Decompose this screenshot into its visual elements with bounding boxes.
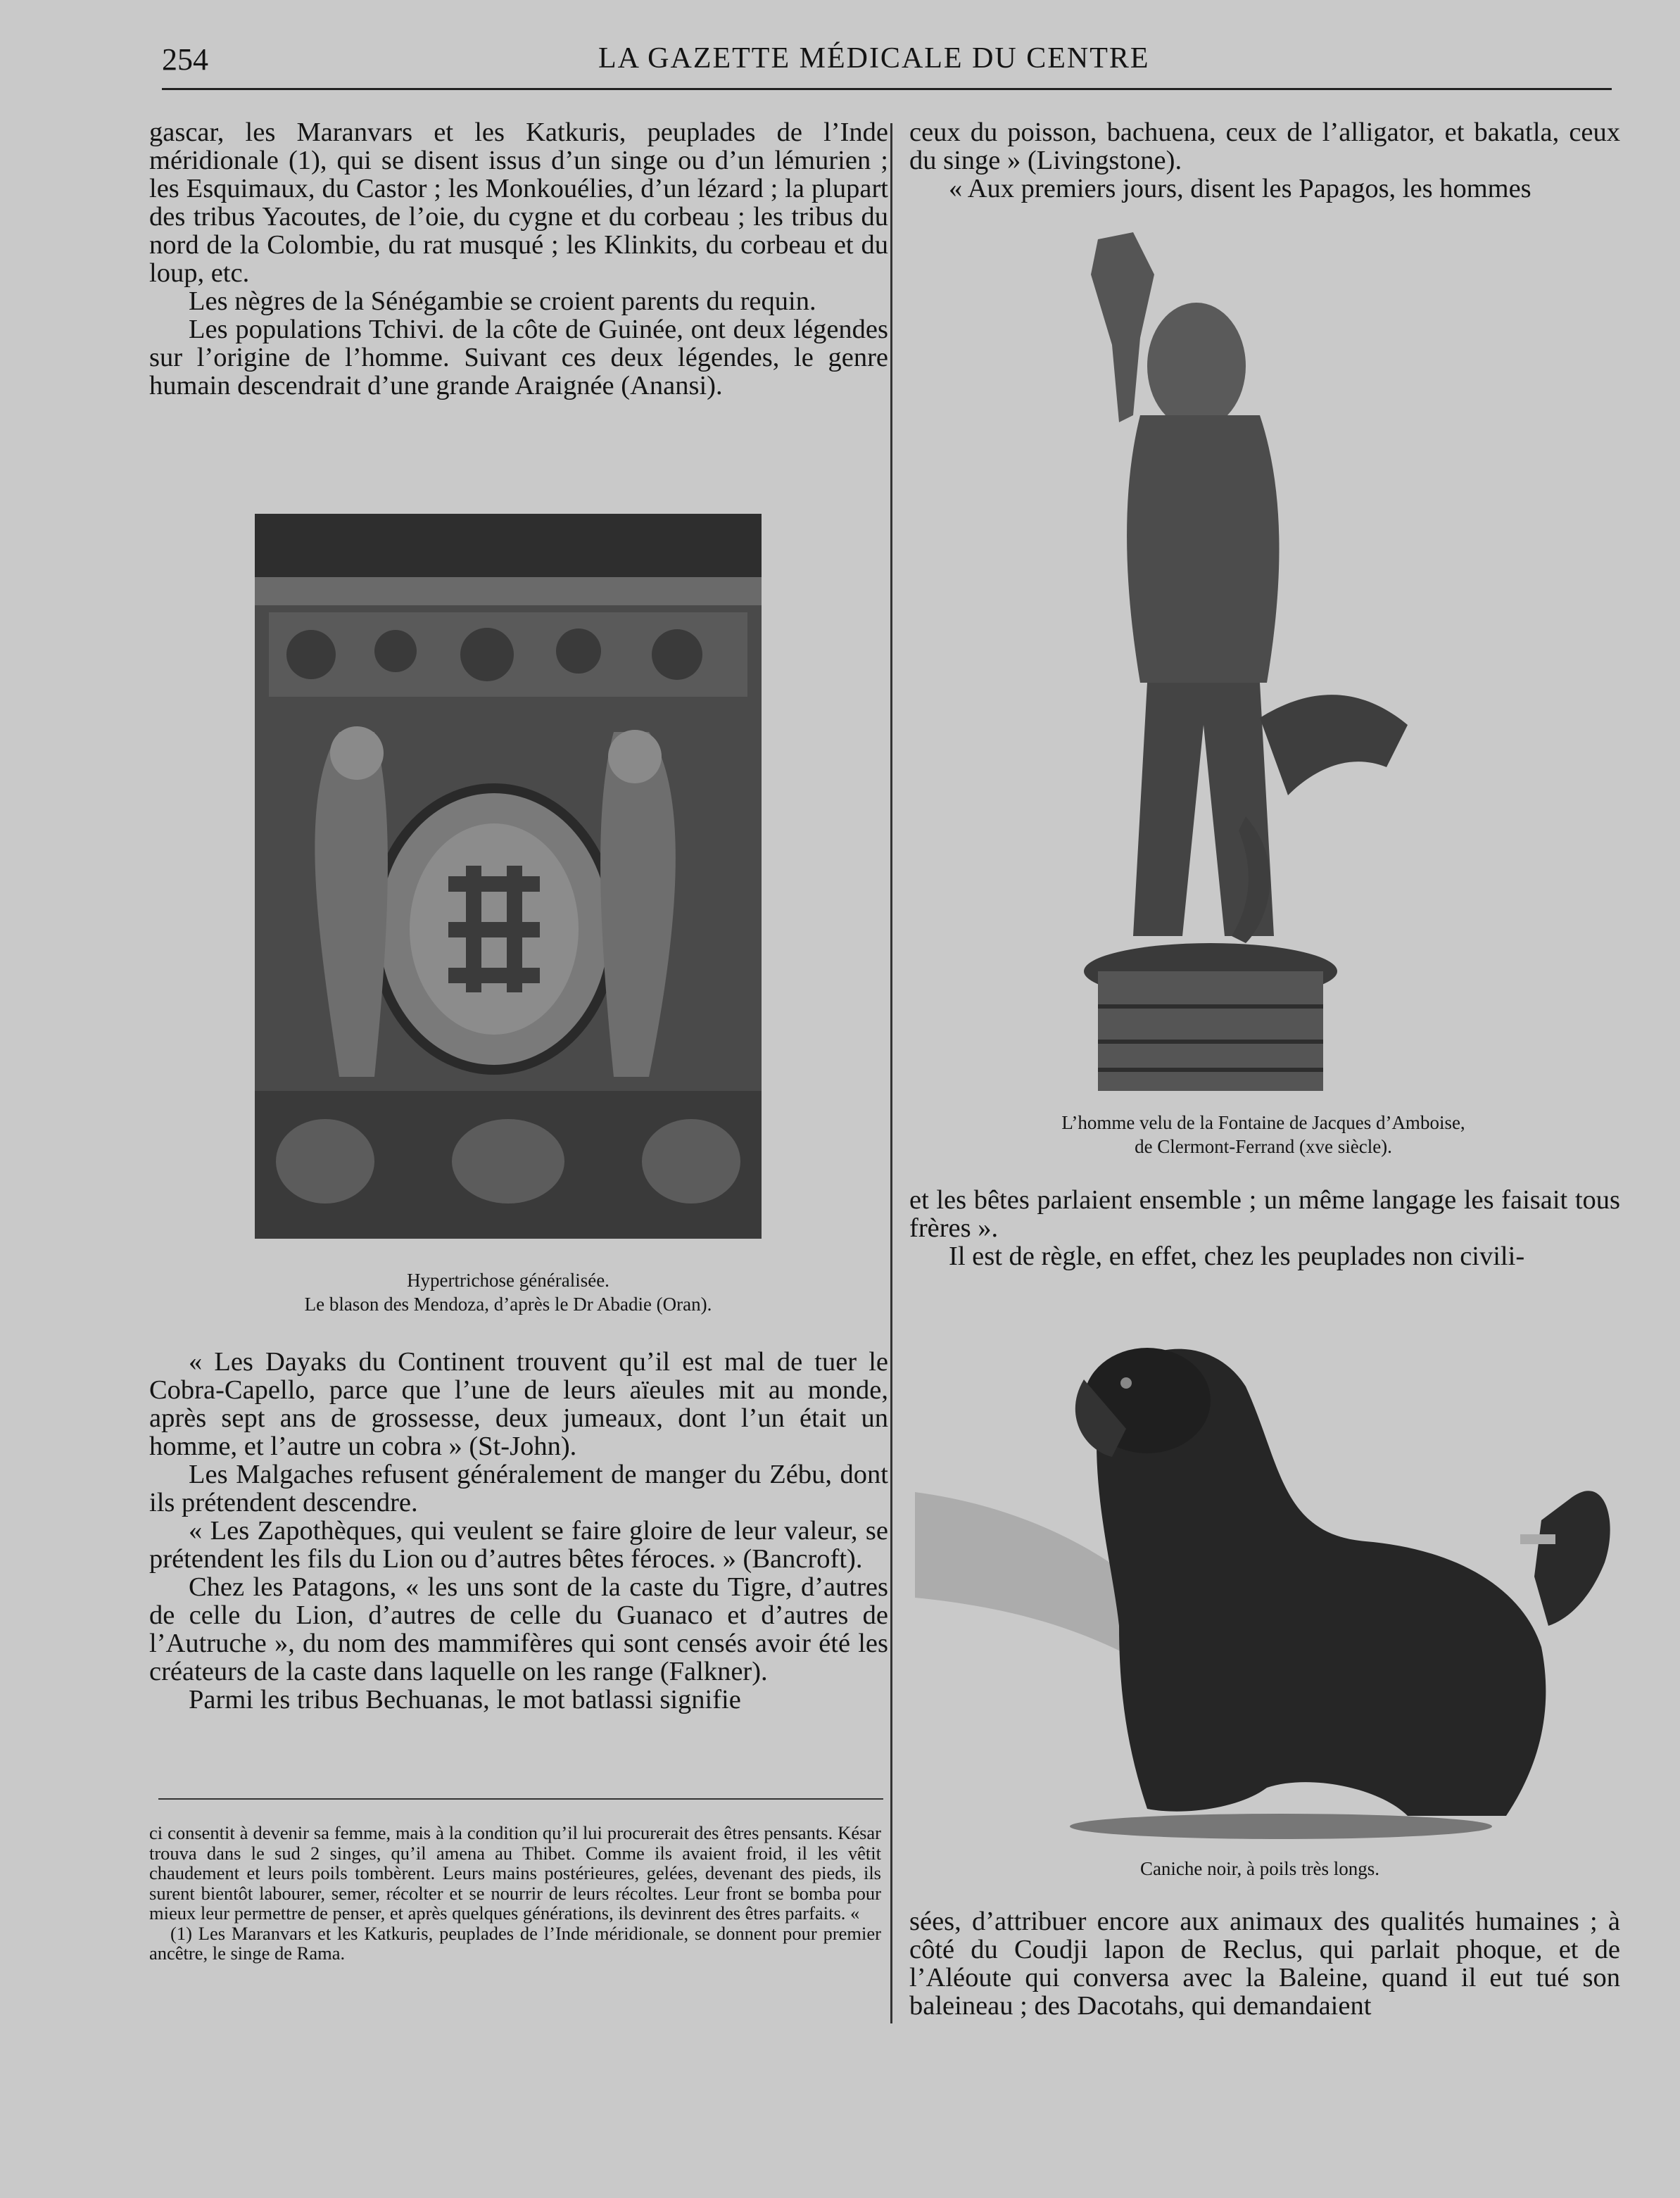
page-number: 254	[162, 42, 208, 77]
footnote-1: (1) Les Maranvars et les Katkuris, peuplades de l’Inde méridionale, se donnent pour premier ancêtre, le singe de Rama.	[149, 1922, 881, 1964]
running-title: LA GAZETTE MÉDICALE DU CENTRE	[598, 42, 1150, 75]
statue-caption	[908, 1111, 1619, 1158]
paragraph: Chez les Patagons, « les uns sont de la caste du Tigre, d’autres de celle du Lion, d’autres de celle du Guanaco et d’autres de l’Autruche », du nom des mammifères qui sont censés avoir été les créateurs de la caste dans laquelle on les range (Falkner).	[149, 1572, 888, 1686]
right-column-mid-text	[909, 1186, 1620, 1270]
paragraph: Parmi les tribus Bechuanas, le mot batlassi signifie	[189, 1685, 741, 1714]
page-header	[162, 39, 1612, 90]
hairy-man-statue-icon	[1035, 232, 1415, 1091]
paragraph: « Aux premiers jours, disent les Papagos, les hommes	[949, 174, 1531, 203]
caption-line: Caniche noir, à poils très longs.	[1139, 1858, 1380, 1879]
paragraph: et les bêtes parlaient ensemble ; un même langage les faisait tous frères ».	[909, 1185, 1620, 1243]
footnote-rule	[158, 1798, 883, 1800]
footnotes	[149, 1823, 881, 1964]
footnote-continued: ci consentit à devenir sa femme, mais à la condition qu’il lui procurerait des êtres pensants. Késar trouva dans le sud 2 singes, qu’il amena au Thibet. Comme ils avaient froid, il les vêtit chaudement et leurs poils tombèrent. Leurs mains postérieures, gelées, devenant des pieds, ils surent bientôt labourer, semer, récolter et se nourrir de leurs récoltes. Leur front se bomba pour mieux leur permettre de penser, et après quelques générations, ils devinrent des êtres parfaits. «	[149, 1822, 881, 1924]
poodle-caption	[978, 1857, 1541, 1881]
paragraph: « Les Zapothèques, qui veulent se faire gloire de leur valeur, se prétendent les fils du Lion ou d’autres bêtes féroces. » (Bancroft).	[149, 1516, 888, 1574]
right-column-bottom-text	[909, 1907, 1620, 2020]
left-column-mid-text	[149, 1348, 888, 1714]
paragraph: « Les Dayaks du Continent trouvent qu’il est mal de tuer le Cobra-Capello, parce que l’une de leurs aïeules mit au monde, après sept ans de grossesse, deux jumeaux, dont l’un était un homme, et l’autre un cobra » (St-John).	[149, 1347, 888, 1461]
paragraph: Les populations Tchivi. de la côte de Guinée, ont deux légendes sur l’origine de l’homme. Suivant ces deux légendes, le genre humain descendrait d’une grande Araignée (Anansi).	[149, 315, 888, 400]
caption-line: Le blason des Mendoza, d’après le Dr Abadie (Oran).	[304, 1294, 712, 1315]
caption-line: Hypertrichose généralisée.	[407, 1270, 610, 1291]
column-divider	[890, 123, 892, 2023]
paragraph: ceux du poisson, bachuena, ceux de l’alligator, et bakatla, ceux du singe » (Livingstone).	[909, 118, 1620, 175]
paragraph: Les Malgaches refusent généralement de manger du Zébu, dont ils prétendent descendre.	[149, 1460, 888, 1517]
caption-line: de Clermont-Ferrand (xve siècle).	[1135, 1136, 1392, 1157]
paragraph: gascar, les Maranvars et les Katkuris, peuplades de l’Inde méridionale (1), qui se disent issus d’un singe ou d’un lémurien ; les Esquimaux, du Castor ; les Monkouélies, d’un lézard ; la plupart des tribus Yacoutes, de l’oie, du cygne et du corbeau ; les tribus du nord de la Colombie, du rat musqué ; les Klinkits, du corbeau et du loup, etc.	[149, 118, 888, 288]
paragraph: Les nègres de la Sénégambie se croient parents du requin.	[189, 286, 816, 316]
right-column-top-text	[909, 118, 1620, 203]
paragraph: sées, d’attribuer encore aux animaux des qualités humaines ; à côté du Coudji lapon de Reclus, qui parlait phoque, et de l’Aléoute qui conversa avec la Baleine, quand il eut tué son baleineau ; des Dacotahs, qui demandaient	[909, 1907, 1620, 2021]
paragraph: Il est de règle, en effet, chez les peuplades non civili-	[949, 1242, 1525, 1271]
black-poodle-icon	[915, 1323, 1619, 1858]
caption-line: L’homme velu de la Fontaine de Jacques d’Amboise,	[1061, 1112, 1465, 1133]
coat-of-arms-photo-icon	[255, 514, 762, 1239]
left-column-top-text	[149, 118, 888, 400]
pedestal-caption	[220, 1268, 797, 1316]
